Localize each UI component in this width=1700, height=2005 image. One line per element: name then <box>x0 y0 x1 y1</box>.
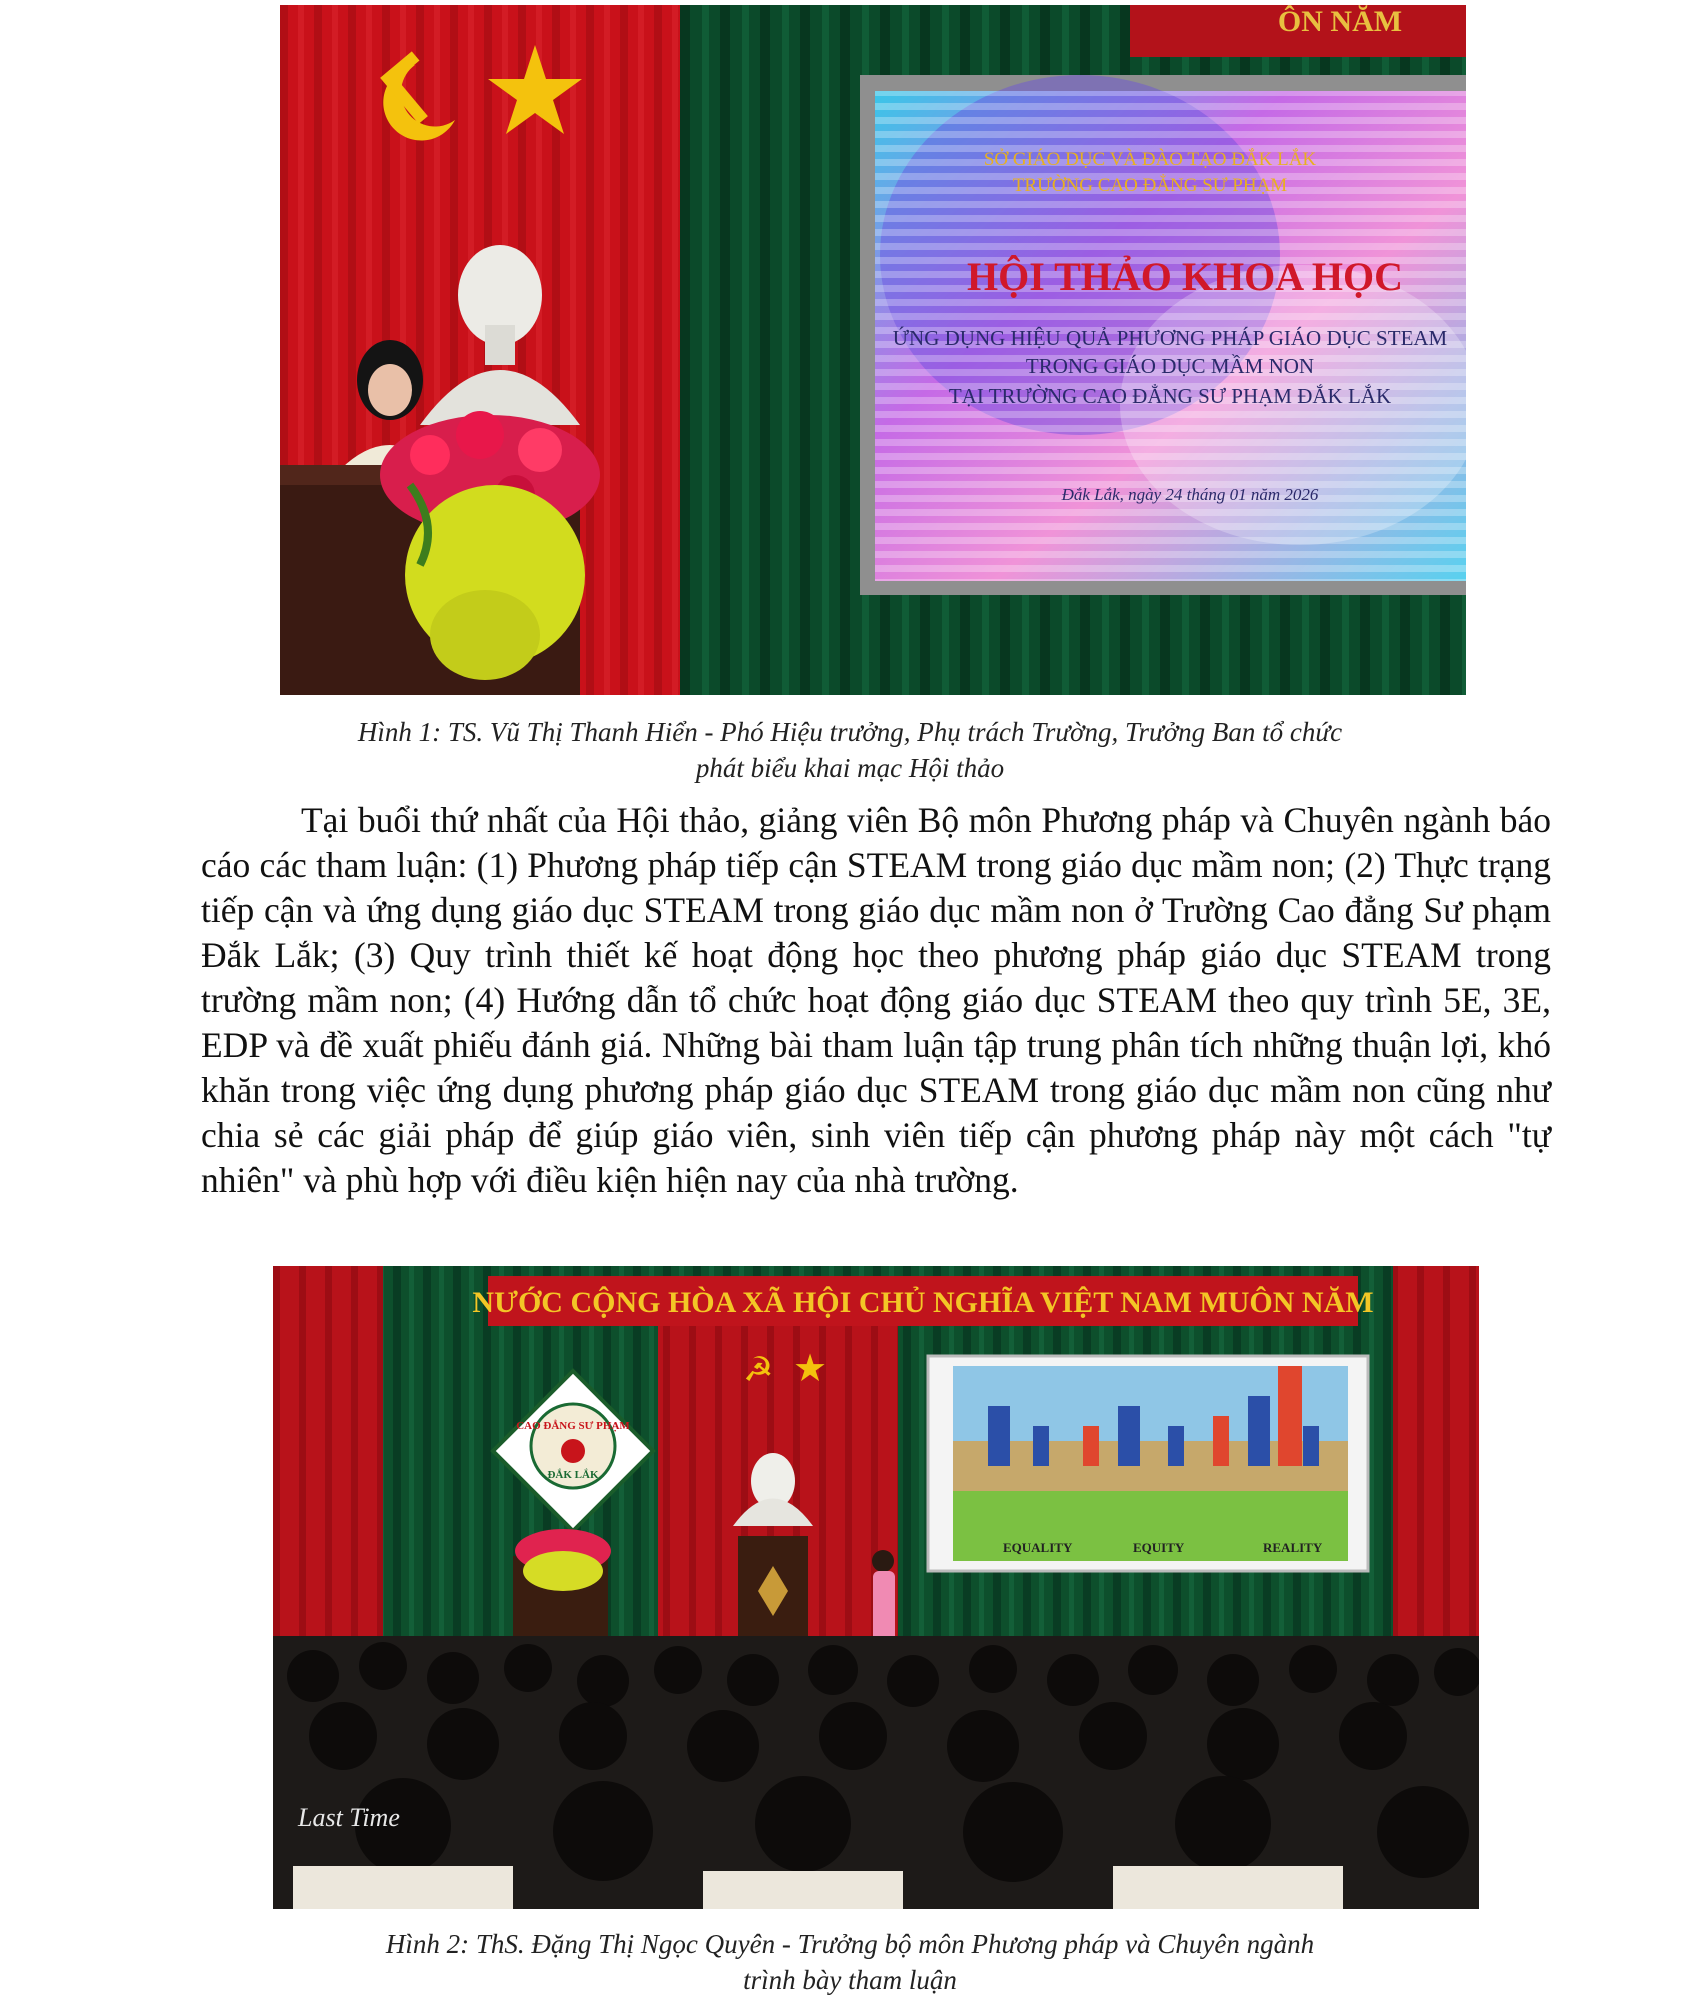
banner-fragment-text: ÔN NĂM <box>1277 5 1403 38</box>
slide-title: HỘI THẢO KHOA HỌC <box>967 254 1403 299</box>
slide-dept: SỞ GIÁO DỤC VÀ ĐÀO TẠO ĐẮK LẮK <box>983 149 1317 170</box>
slide-line3: TẠI TRƯỜNG CAO ĐẲNG SƯ PHẠM ĐẮK LẮK <box>948 384 1392 408</box>
caption-2-line-2: trình bày tham luận <box>743 1965 957 1995</box>
slide-date: Đắk Lắk, ngày 24 tháng 01 năm 2026 <box>1061 485 1319 504</box>
banner-text: NƯỚC CỘNG HÒA XÃ HỘI CHỦ NGHĨA VIỆT NAM MUÔN NĂM <box>472 1286 1374 1319</box>
body-paragraph: Tại buổi thứ nhất của Hội thảo, giảng viên Bộ môn Phương pháp và Chuyên ngành báo cáo các tham luận: (1) Phương pháp tiếp cận STEAM trong giáo dục mầm non; (2) Thực trạng tiếp cận và ứng dụng giáo dục STEAM trong giáo dục mầm non ở Trường Cao đẳng Sư phạm Đắk Lắk; (3) Quy trình thiết kế hoạt động học theo phương pháp giáo dục STEAM trong trường mầm non; (4) Hướng dẫn tổ chức hoạt động giáo dục STEAM theo quy trình 5E, 3E, EDP và đề xuất phiếu đánh giá. Những bài tham luận tập trung phân tích những thuận lợi, khó khăn trong việc ứng dụng phương pháp giáo dục STEAM trong giáo dục mầm non cũng như chia sẻ các giải pháp để giúp giáo viên, sinh viên tiếp cận phương pháp này một cách "tự nhiên" và phù hợp với điều kiện hiện nay của nhà trường. <box>201 800 1551 1200</box>
logo-top-text: CAO ĐẲNG SƯ PHẠM <box>516 1420 630 1432</box>
figure-1-caption <box>180 714 1520 786</box>
slide-line1: ỨNG DỤNG HIỆU QUẢ PHƯƠNG PHÁP GIÁO DỤC STEAM <box>892 326 1448 350</box>
slide-line2: TRONG GIÁO DỤC MẦM NON <box>1025 354 1315 378</box>
slide-school: TRƯỜNG CAO ĐẲNG SƯ PHẠM <box>1012 175 1288 196</box>
figure-1-photo <box>280 5 1466 695</box>
slide-label-equality: EQUALITY <box>1003 1540 1073 1555</box>
hammer-sickle-icon: ☭ <box>743 1352 774 1389</box>
slide-label-reality: REALITY <box>1263 1540 1323 1555</box>
figure-2-caption <box>180 1926 1520 1998</box>
caption-1-line-1: Hình 1: TS. Vũ Thị Thanh Hiển - Phó Hiệu trưởng, Phụ trách Trường, Trưởng Ban tổ chức <box>357 717 1343 747</box>
star-icon: ★ <box>793 1348 828 1390</box>
caption-1-line-2: phát biểu khai mạc Hội thảo <box>695 753 1005 783</box>
figure-2-photo <box>273 1266 1479 1909</box>
logo-bottom-text: ĐẮK LẮK <box>547 1469 599 1481</box>
caption-2-line-1: Hình 2: ThS. Đặng Thị Ngọc Quyên - Trưởng bộ môn Phương pháp và Chuyên ngành <box>385 1929 1315 1959</box>
shirt-text: Last Time <box>298 1803 400 1832</box>
slide-label-equity: EQUITY <box>1133 1540 1185 1555</box>
